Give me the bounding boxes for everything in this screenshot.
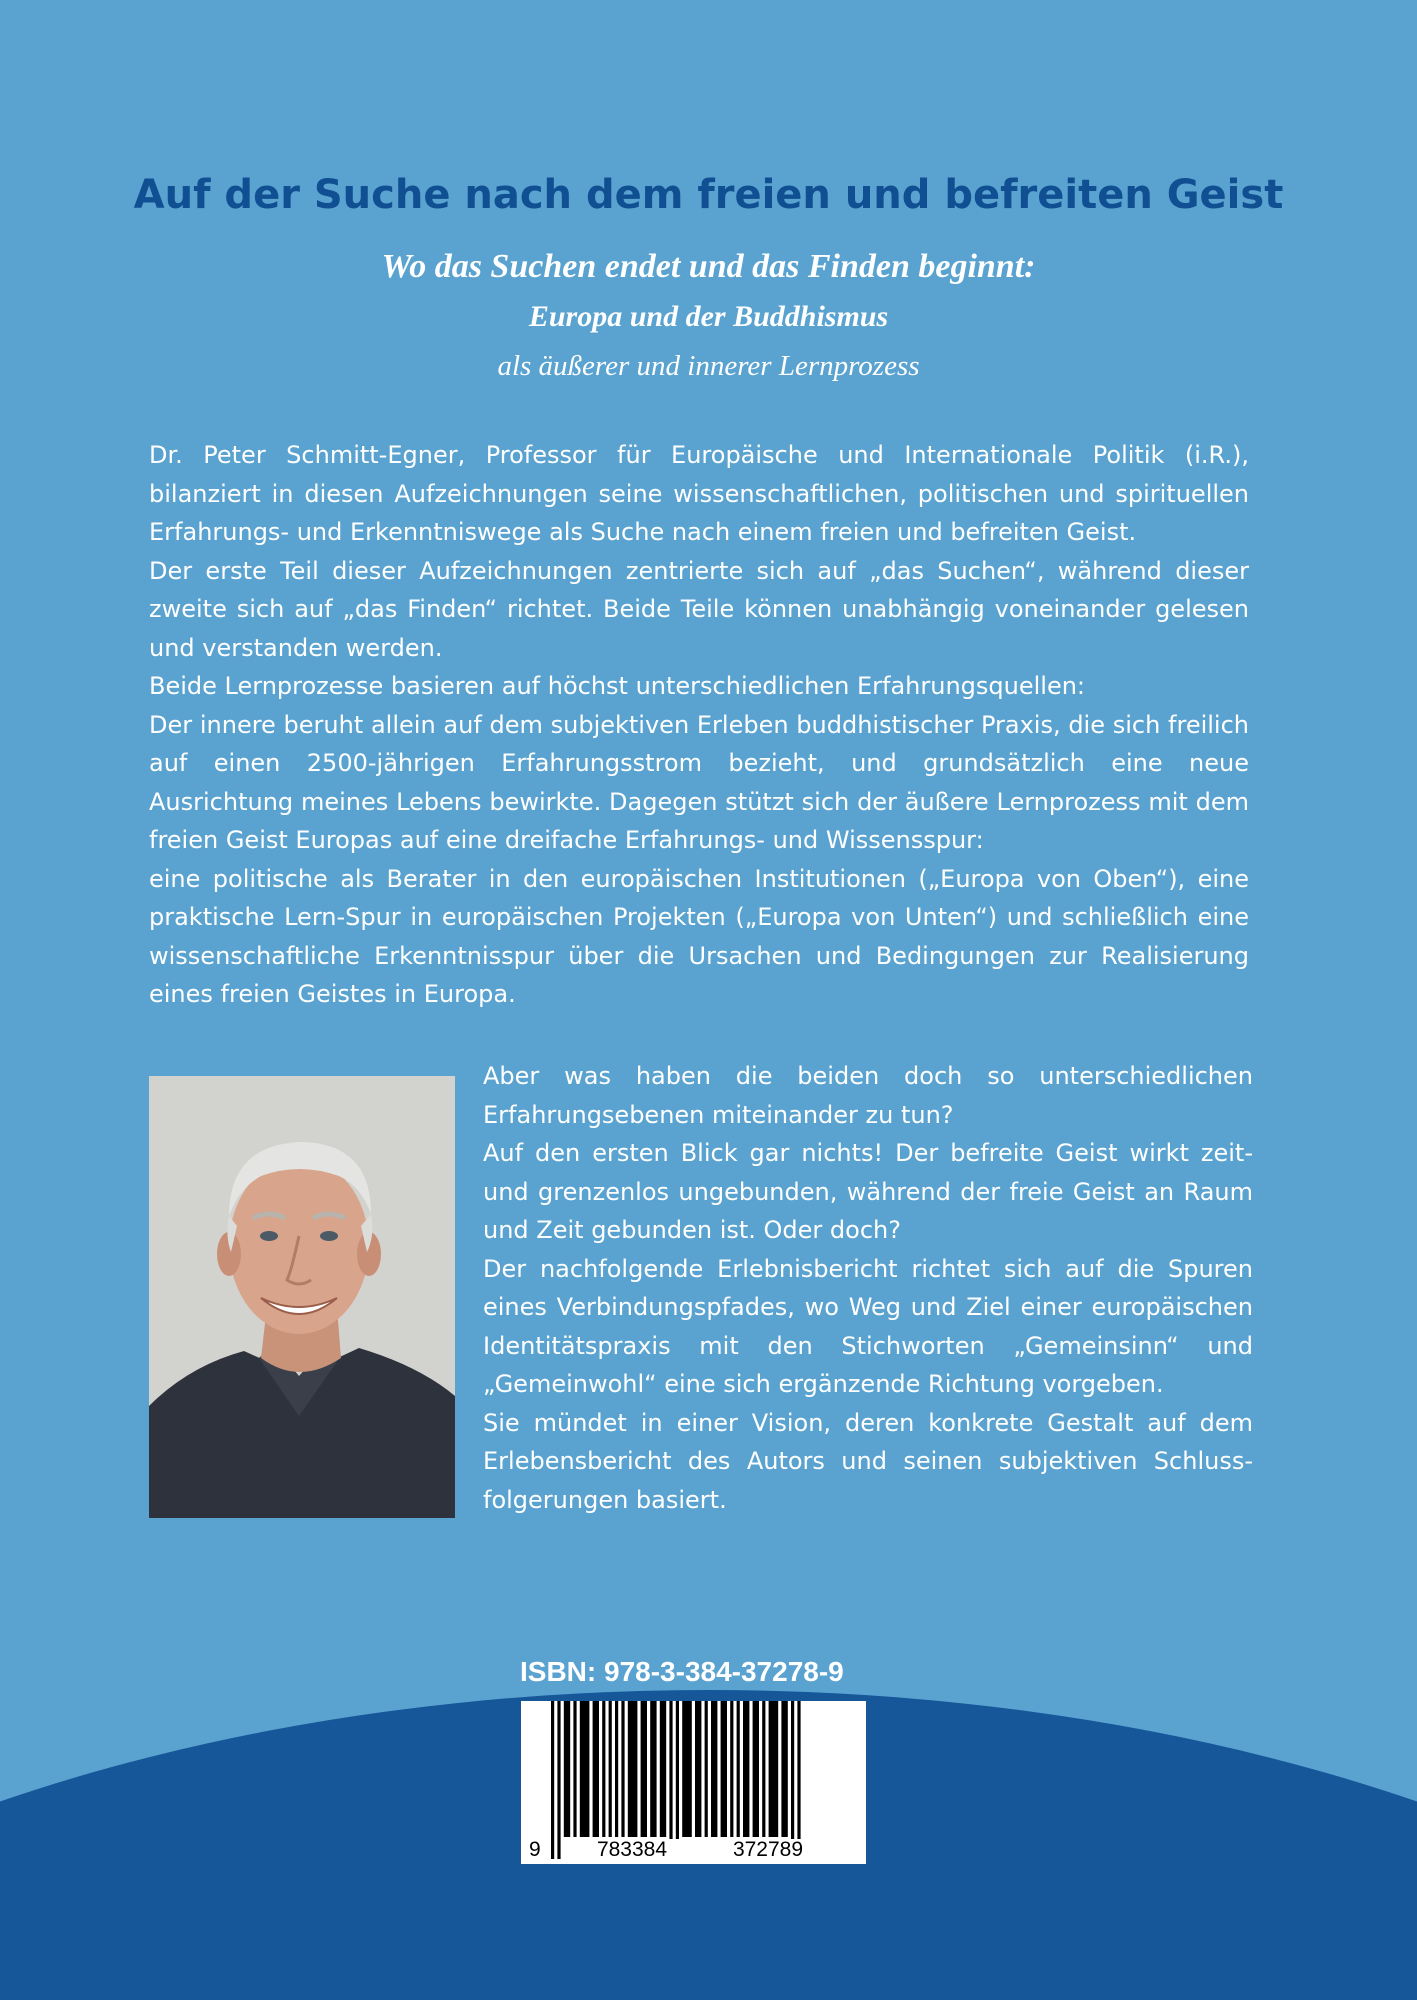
barcode-bar	[721, 1701, 727, 1837]
barcode-bar	[621, 1701, 624, 1837]
barcode-bar	[564, 1701, 570, 1837]
barcode-bar	[695, 1701, 701, 1837]
barcode-bar	[791, 1701, 794, 1859]
barcode-bar	[573, 1701, 576, 1837]
blurb-paragraph: Der nachfolgende Erlebnisbericht richtet sich auf die Spuren eines Verbindungspfades, wo Weg und Ziel einer europäischen Identitätspraxis mit den Stichworten „Gemeinsinn“ und „Gemeinwohl“ eine sich ergänzende Richtung vorgeben.	[483, 1254, 1253, 1398]
author-photo	[149, 1076, 455, 1518]
barcode-bar	[557, 1701, 560, 1859]
subtitle-line-2: Europa und der Buddhismus	[528, 300, 889, 333]
barcode-bar	[743, 1701, 749, 1837]
barcode-bar	[762, 1701, 765, 1837]
subtitle-line-3: als äußerer und innerer Lernprozess	[497, 350, 920, 382]
blurb-side-text	[483, 1057, 1253, 1519]
barcode-bar	[753, 1701, 759, 1837]
blurb-paragraph: Sie mündet in einer Vision, deren konkrete Gestalt auf dem Erlebensbericht des Autors und seinen subjektiven Schlussfolgerungen basiert.	[483, 1408, 1253, 1514]
barcode-bar	[676, 1701, 679, 1859]
barcode-bar	[580, 1701, 590, 1837]
isbn-barcode	[521, 1701, 866, 1864]
barcode-bar	[593, 1701, 599, 1837]
barcode-bar	[737, 1701, 740, 1837]
barcode-bar	[669, 1701, 672, 1859]
blurb-paragraph: Beide Lernprozesse basieren auf höchst unterschiedlichen Erfahrungsquellen:	[149, 672, 1086, 700]
barcode-bar	[660, 1701, 666, 1837]
barcode-bar	[705, 1701, 708, 1837]
barcode-left-digits: 783384	[567, 1839, 697, 1861]
blurb-paragraph: Der innere beruht allein auf dem subjektiven Erleben buddhistischer Praxis, die sich freilich auf einen 2500-jährigen Erfahrungsstrom bezieht, und grundsätzlich eine neue Ausrichtung meines Lebens bewirkte. Dagegen stützt sich der äußere Lernprozess mit dem freien Geist Europas auf eine dreifache Erfahrungs- und Wissensspur:	[149, 710, 1249, 854]
barcode-bar	[609, 1701, 612, 1837]
barcode-bar	[641, 1701, 647, 1837]
barcode-bar	[650, 1701, 656, 1837]
isbn-label: ISBN: 978-3-384-37278-9	[520, 1656, 844, 1687]
barcode-right-digits: 372789	[703, 1839, 833, 1861]
blurb-paragraph: Dr. Peter Schmitt-Egner, Professor für Europäische und Internationale Politik (i.R.), bilanziert in diesen Aufzeichnungen seine wissenschaftlichen, politischen und spirituellen Erfahrungs- und Erkenntniswege als Suche nach einem freien und befreiten Geist.	[149, 441, 1249, 546]
barcode-bar	[551, 1701, 554, 1859]
barcode-bar	[682, 1701, 692, 1837]
blurb-text	[149, 436, 1249, 1014]
barcode-bar	[769, 1701, 779, 1837]
barcode-bar	[628, 1701, 638, 1837]
book-title: Auf der Suche nach dem freien und befreiten Geist	[133, 172, 1284, 218]
barcode-bar	[602, 1701, 605, 1837]
barcode-bar	[615, 1701, 618, 1837]
barcode-lead-digit: 9	[529, 1838, 541, 1861]
subtitle-line-1: Wo das Suchen endet und das Finden beginnt:	[381, 248, 1036, 285]
blurb-paragraph: Auf den ersten Blick gar nichts! Der befreite Geist wirkt zeit- und grenzenlos ungebunden, während der freie Geist an Raum und Zeit gebunden ist. Oder doch?	[483, 1139, 1253, 1244]
blurb-paragraph: Der erste Teil dieser Aufzeichnungen zentrierte sich auf „das Suchen“, während dieser zweite sich auf „das Finden“ richtet. Beide Teile können unabhängig voneinander gelesen und verstanden werden.	[149, 556, 1249, 662]
barcode-bar	[781, 1701, 787, 1837]
blurb-paragraph: Aber was haben die beiden doch so unterschiedlichen Erfahrungsebenen miteinander zu tun?	[483, 1062, 1253, 1129]
barcode-bar	[711, 1701, 717, 1837]
barcode-bar	[730, 1701, 733, 1837]
blurb-paragraph: eine politische als Berater in den europäischen Institutionen („Europa von Oben“), eine praktische Lern-Spur in europäischen Projekten („Europa von Unten“) und schließlich eine wissenschaftliche Erkenntnisspur über die Ursachen und Bedingungen zur Realisierung eines freien Geistes in Europa.	[149, 864, 1249, 1008]
barcode-bar	[797, 1701, 800, 1859]
